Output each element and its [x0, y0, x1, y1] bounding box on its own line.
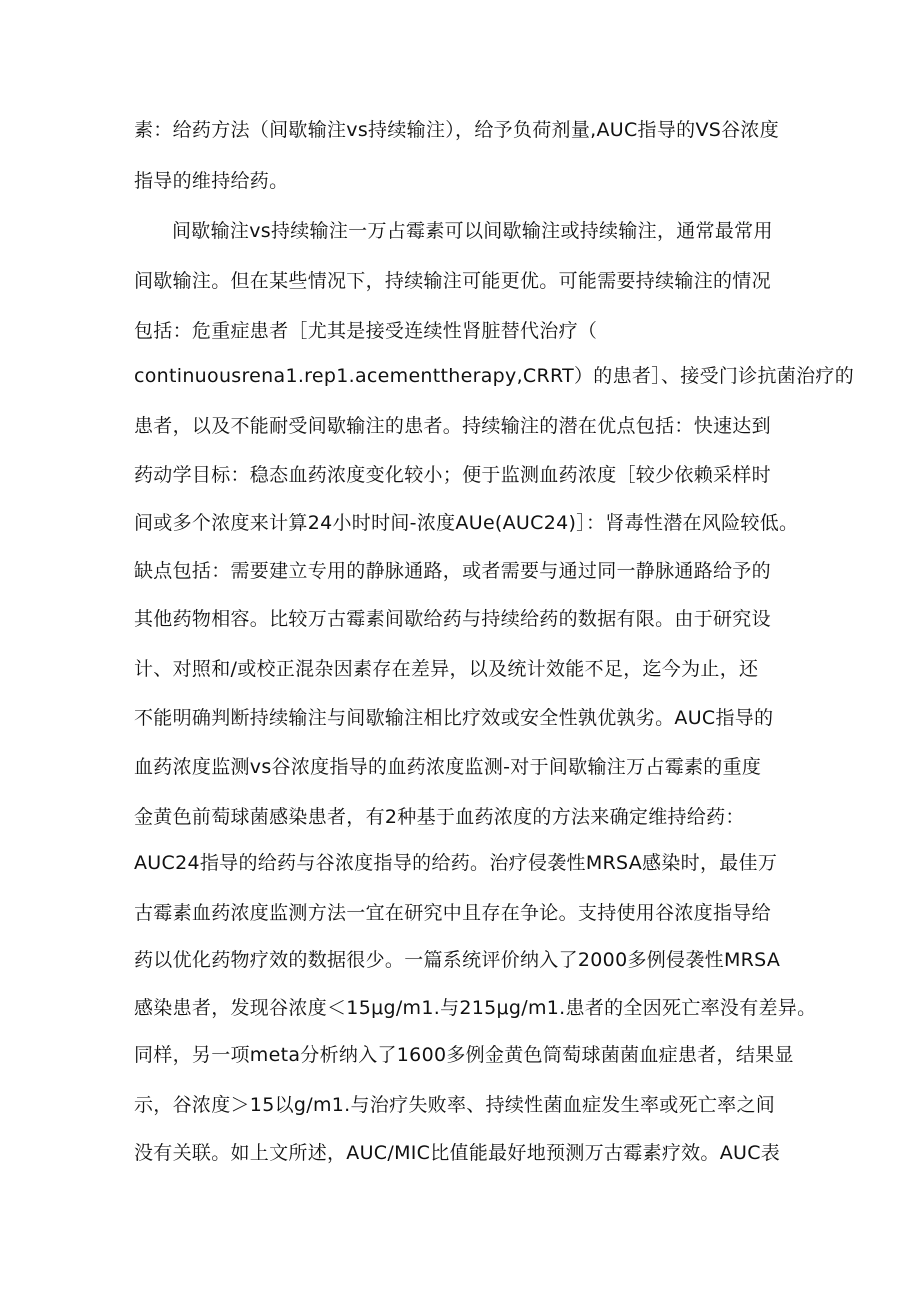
text-line: 计、对照和/或校正混杂因素存在差异，以及统计效能不足，迄今为止，还	[134, 658, 759, 680]
text-line: AUC24指导的给药与谷浓度指导的给药。治疗侵袭性MRSA感染时，最佳万	[134, 852, 778, 874]
text-line: continuousrena1.rep1.acementtherapy,CRRT）的患者］、接受门诊抗菌治疗的	[134, 365, 855, 387]
text-line: 金黄色前萄球菌感染患者，有2种基于血药浓度的方法来确定维持给药：	[134, 806, 745, 828]
text-line: 药动学目标：稳态血药浓度变化较小；便于监测血药浓度［较少依赖采样时	[134, 464, 771, 486]
text-line: 患者，以及不能耐受间歇输注的患者。持续输注的潜在优点包括：快速达到	[134, 415, 771, 437]
text-line: 间或多个浓度来计算24小时时间-浓度AUe(AUC24)］：肾毒性潜在风险较低。	[134, 512, 799, 534]
text-line: 药以优化药物疗效的数据很少。一篇系统评价纳入了2000多例侵袭性MRSA	[134, 949, 781, 971]
text-line: 间歇输注vs持续输注一万占霉素可以间歇输注或持续输注，通常最常用	[172, 220, 773, 242]
text-line: 包括：危重症患者［尤其是接受连续性肾脏替代治疗（	[134, 320, 598, 342]
text-line: 古霉素血药浓度监测方法一宜在研究中且存在争论。支持使用谷浓度指导给	[134, 902, 771, 924]
text-line: 没有关联。如上文所述，AUC/MIC比值能最好地预测万古霉素疗效。AUC表	[134, 1142, 781, 1164]
text-line: 其他药物相容。比较万古霉素间歇给药与持续给药的数据有限。由于研究设	[134, 608, 771, 630]
text-line: 缺点包括：需要建立专用的静脉通路，或者需要与通过同一静脉通路给予的	[134, 560, 771, 582]
text-line: 同样，另一项meta分析纳入了1600多例金黄色筒萄球菌菌血症患者，结果显	[134, 1044, 794, 1066]
text-line: 素：给药方法（间歇输注vs持续输注），给予负荷剂量,AUC指导的VS谷浓度	[134, 119, 780, 141]
text-line: 示，谷浓度＞15以g/m1.与治疗失败率、持续性菌血症发生率或死亡率之间	[134, 1094, 776, 1116]
text-line: 不能明确判断持续输注与间歇输注相比疗效或安全性孰优孰劣。AUC指导的	[134, 707, 774, 729]
text-line: 间歇输注。但在某些情况下，持续输注可能更优。可能需要持续输注的情况	[134, 270, 771, 292]
text-line: 血药浓度监测vs谷浓度指导的血药浓度监测-对于间歇输注万占霉素的重度	[134, 756, 762, 778]
text-line: 指导的维持给药。	[134, 170, 289, 192]
text-line: 感染患者，发现谷浓度＜15μg/m1.与215μg∕m1.患者的全因死亡率没有差异。	[134, 997, 817, 1019]
